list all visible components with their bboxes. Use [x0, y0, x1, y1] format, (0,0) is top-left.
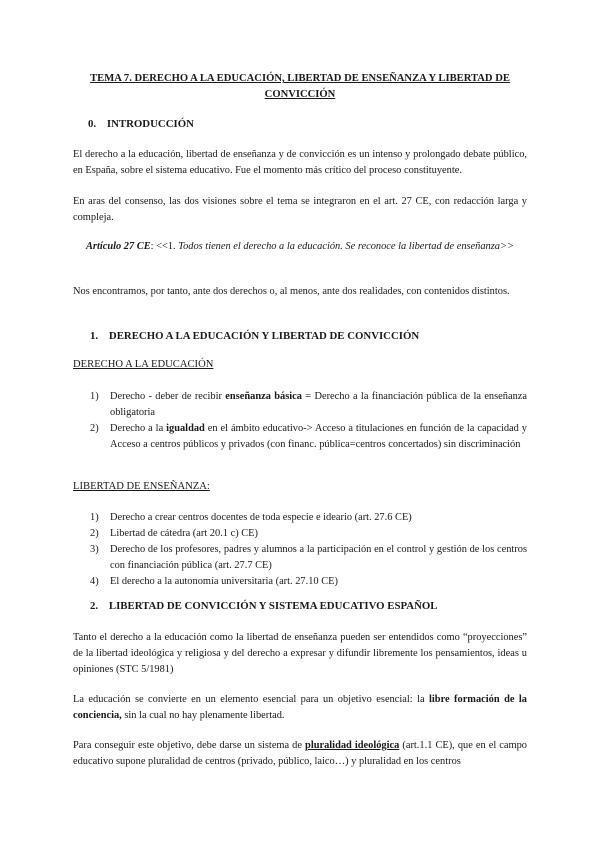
list-item: [90, 542, 527, 574]
intro-paragraph-3: Nos encontramos, por tanto, ante dos derechos o, al menos, ante dos realidades, con contenidos distintos.: [73, 286, 510, 297]
section-1-heading: [90, 330, 419, 342]
paragraph-text: La educación se convierte en un elemento esencial para un objetivo esencial: la: [73, 694, 430, 705]
list-item: [90, 574, 527, 590]
subheading-derecho-educacion: DERECHO A LA EDUCACIÓN: [73, 359, 214, 370]
subheading-libertad-ensenanza: LIBERTAD DE ENSEÑANZA:: [73, 481, 210, 492]
paragraph-text: sin la cual no hay plenamente libertad.: [121, 710, 285, 721]
list-item-number: 1): [90, 512, 99, 523]
document-title: TEMA 7. DERECHO A LA EDUCACIÓN, LIBERTAD DE ENSEÑANZA Y LIBERTAD DE CONVICCIÓN: [90, 73, 510, 100]
list-item-number: 2): [90, 528, 99, 539]
list-item-text: Derecho a la: [110, 423, 167, 434]
list-item-text: Libertad de cátedra (art 20.1 c) CE): [110, 528, 258, 539]
list-item-text: Derecho a crear centros docentes de toda especie e ideario (art. 27.6 CE): [110, 512, 412, 523]
article-text: Todos tienen el derecho a la educación. Se reconoce la libertad de enseñanza>>: [178, 241, 515, 252]
section-2-title: LIBERTAD DE CONVICCIÓN Y SISTEMA EDUCATIVO ESPAÑOL: [108, 600, 438, 612]
paragraph-bold-underlined: pluralidad ideológica: [305, 740, 400, 751]
list-item: [90, 526, 527, 542]
list-libertad-ensenanza: [90, 510, 527, 590]
intro-paragraph-1: El derecho a la educación, libertad de enseñanza y de convicción es un intenso y prolongado debate público, en España, sobre el sistema educativo. Fue el momento más crítico del proceso constituyente.: [73, 149, 527, 176]
section-1-title: DERECHO A LA EDUCACIÓN Y LIBERTAD DE CONVICCIÓN: [108, 330, 420, 342]
section-2-number: 2.: [90, 600, 99, 612]
article-separator: : <<1.: [150, 241, 179, 252]
list-item: [90, 421, 527, 453]
list-item-bold: enseñanza básica: [225, 391, 302, 402]
section-1-number: 1.: [90, 330, 99, 342]
section-0-number: 0.: [88, 118, 97, 130]
list-item-text: Derecho de los profesores, padres y alumnos a la participación en el control y gestión de los centros con financiación pública (art. 27.7 CE): [110, 544, 527, 571]
list-item-text: en el ámbito educativo-> Acceso a titulaciones en función de la capacidad y Acceso a centros públicos y privados (con financ. pública=centros concertados) sin discriminación: [110, 423, 527, 450]
section-0-title: INTRODUCCIÓN: [106, 118, 194, 130]
section-2-paragraph-3: [73, 738, 527, 770]
list-item-text: Derecho - deber de recibir: [110, 391, 226, 402]
article-label: Artículo 27 CE: [85, 241, 151, 252]
section-2-paragraph-1: Tanto el derecho a la educación como la libertad de enseñanza pueden ser entendidos como “proyecciones” de la libertad ideológica y religiosa y del derecho a expresar y difundir libremente los pensamientos, ideas u opiniones (STC 5/1981): [73, 632, 527, 675]
section-2-heading: [90, 600, 437, 612]
list-item-number: 3): [90, 544, 99, 555]
intro-paragraph-2: En aras del consenso, las dos visiones sobre el tema se integraron en el art. 27 CE, con redacción larga y compleja.: [73, 196, 527, 223]
article-27-quote: [78, 239, 522, 255]
paragraph-text: Para conseguir este objetivo, debe darse un sistema de: [73, 740, 306, 751]
list-item: [90, 389, 527, 421]
list-item-number: 1): [90, 391, 99, 402]
list-item-bold: igualdad: [166, 423, 205, 434]
list-item-text: = Derecho a la financiación pública de la enseñanza obligatoria: [110, 391, 528, 418]
list-item-number: 4): [90, 576, 99, 587]
list-item-text: El derecho a la autonomía universitaria (art. 27.10 CE): [110, 576, 338, 587]
list-item: [90, 510, 527, 526]
section-0-heading: [88, 118, 194, 130]
section-2-paragraph-2: [73, 692, 527, 724]
list-derecho-educacion: [90, 389, 527, 453]
paragraph-bold: libre formación de la conciencia,: [73, 694, 527, 721]
paragraph-text: (art.1.1 CE), que en el campo educativo supone pluralidad de centros (privado, público, laico…) y pluralidad en los centros: [73, 740, 527, 767]
list-item-number: 2): [90, 423, 99, 434]
